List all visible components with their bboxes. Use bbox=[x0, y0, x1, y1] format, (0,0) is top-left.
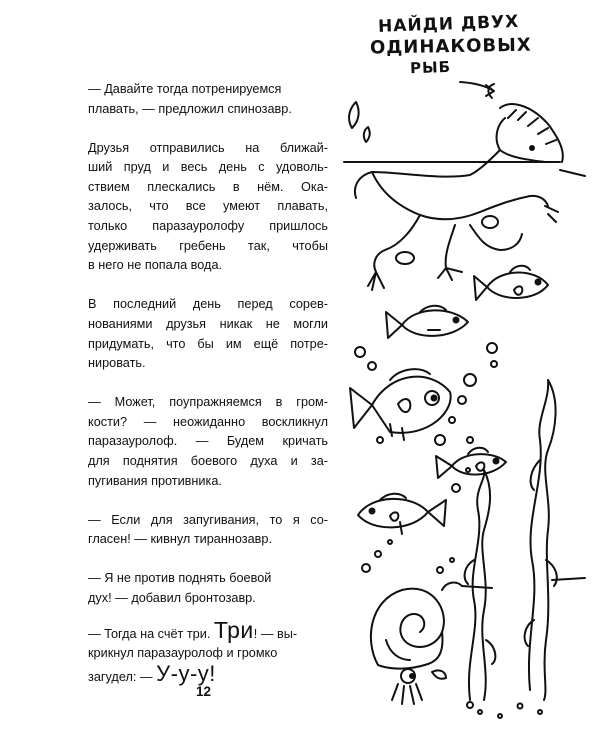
text-line: крикнул паразауролоф и громко bbox=[88, 646, 278, 661]
snail-shell-icon bbox=[371, 589, 444, 669]
pebbles-icon bbox=[467, 702, 542, 718]
text-line: — Может, поупражняемся в гром- bbox=[88, 395, 328, 410]
text-line: в него не попала вода. bbox=[88, 258, 223, 273]
page-number: 12 bbox=[196, 684, 212, 699]
parasaurolophus-icon bbox=[355, 104, 563, 290]
text-line: удерживать гребень так, чтобы bbox=[88, 238, 328, 253]
text-line: пугивания противника. bbox=[88, 473, 222, 488]
fish-icon bbox=[386, 306, 468, 338]
puzzle-title-line: НАЙДИ ДВУХ bbox=[377, 11, 520, 37]
text-line: только паразауролофу пришлось bbox=[88, 219, 328, 234]
text-line: ший пруд и весь день с удоволь- bbox=[88, 160, 328, 175]
text-line: — Давайте тогда потренируемся bbox=[88, 82, 282, 96]
text-line: — Если для запугивания, то я со- bbox=[88, 512, 328, 527]
text-line: В последний день перед сорев- bbox=[88, 297, 328, 312]
text-line: — Я не против поднять боевой bbox=[88, 571, 272, 586]
fish-icon bbox=[474, 266, 548, 300]
puzzle-title-line: РЫБ bbox=[409, 57, 452, 78]
shout-hoot: У-у-у! bbox=[156, 660, 216, 686]
puzzle-title-line: ОДИНАКОВЫХ bbox=[369, 34, 532, 59]
text-line: ствием плескались в нём. Ока- bbox=[88, 179, 328, 194]
text-line: плавать, — предложил спинозавр. bbox=[88, 101, 292, 116]
text-fragment: загудел: — bbox=[88, 669, 157, 684]
text-fragment: ! — вы- bbox=[253, 626, 298, 641]
seaweed-icon bbox=[525, 380, 557, 700]
crab-icon bbox=[392, 669, 446, 704]
text-line: дух! — добавил бронтозавр. bbox=[88, 590, 256, 605]
shout-three: Три bbox=[213, 616, 254, 643]
text-line: залось, что все умеют плавать, bbox=[88, 199, 328, 214]
seaweed-icon bbox=[465, 470, 496, 700]
rock-icon bbox=[442, 578, 585, 590]
text-line: придумать, что бы им ещё потре- bbox=[88, 336, 328, 351]
text-line: нировать. bbox=[88, 356, 146, 371]
text-line: нованиями друзья никак не могли bbox=[88, 316, 328, 331]
fish-icon bbox=[358, 494, 446, 534]
text-line: паразауролоф. — Будем кричать bbox=[88, 434, 328, 449]
text-line: для поднятия боевого духа и за- bbox=[88, 454, 328, 468]
fish-icon bbox=[350, 369, 451, 440]
water-surface-line bbox=[560, 170, 585, 176]
text-line: гласен! — кивнул тираннозавр. bbox=[88, 532, 272, 547]
text-fragment: — Тогда на счёт три. bbox=[88, 626, 214, 641]
text-line: кости? — неожиданно воскликнул bbox=[88, 414, 328, 429]
fish-icon bbox=[436, 448, 506, 478]
water-splash-icon bbox=[349, 84, 494, 142]
text-line: Друзья отправились на ближай- bbox=[88, 140, 328, 155]
